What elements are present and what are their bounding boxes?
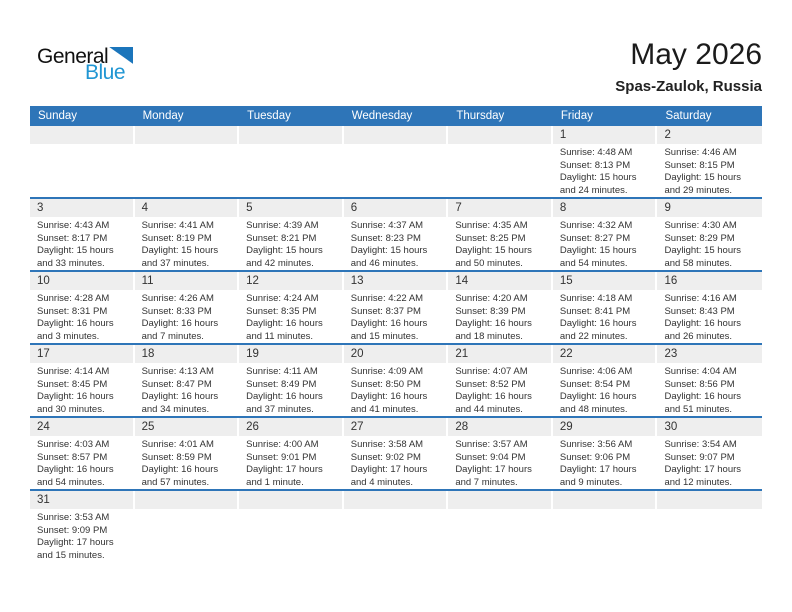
day-number-band [344, 126, 447, 144]
day-cell-29 [553, 418, 658, 489]
day-number-band [344, 418, 447, 436]
day-number: 17 [37, 348, 50, 360]
day-info [344, 436, 449, 489]
daylight-text: Daylight: 16 hours [664, 318, 742, 330]
daylight-minutes-text: and 7 minutes. [141, 330, 204, 342]
day-number-band [30, 491, 133, 509]
day-number-band [448, 491, 551, 509]
empty-day-cell [553, 491, 658, 564]
daylight-text: Daylight: 15 hours [664, 172, 742, 184]
empty-day-cell [448, 126, 553, 197]
daylight-text: Daylight: 17 hours [246, 464, 323, 476]
sunset-text: Sunset: 8:37 PM [350, 305, 421, 317]
daylight-minutes-text: and 7 minutes. [455, 476, 518, 488]
calendar-week-row [30, 272, 762, 345]
day-number: 23 [664, 348, 678, 360]
sunset-text: Sunset: 8:31 PM [37, 305, 108, 317]
day-info [30, 217, 135, 270]
sunset-text: Sunset: 8:45 PM [37, 378, 108, 390]
daylight-minutes-text: and 51 minutes. [664, 403, 733, 415]
sunrise-text: Sunrise: 4:01 AM [141, 439, 214, 450]
day-cell-12 [239, 272, 344, 343]
daylight-minutes-text: and 4 minutes. [350, 476, 414, 488]
sunrise-text: Sunrise: 3:57 AM [455, 439, 528, 450]
daylight-minutes-text: and 54 minutes. [559, 257, 628, 269]
sunset-text: Sunset: 9:07 PM [664, 451, 735, 463]
day-number: 11 [141, 275, 154, 287]
daylight-text: Daylight: 15 hours [246, 245, 323, 257]
empty-day-cell [239, 126, 344, 197]
day-info [30, 363, 135, 416]
day-info [448, 436, 553, 489]
empty-day-cell [135, 491, 240, 564]
daylight-minutes-text: and 58 minutes. [664, 257, 733, 269]
logo-text-blue: Blue [85, 61, 126, 84]
calendar-week-row [30, 126, 762, 199]
logo-text-general: General [37, 45, 109, 68]
day-number-band [135, 491, 238, 509]
daylight-text: Daylight: 17 hours [37, 537, 114, 549]
day-number-band [239, 418, 342, 436]
sunset-text: Sunset: 8:25 PM [455, 232, 526, 244]
daylight-text: Daylight: 16 hours [559, 391, 637, 403]
daylight-minutes-text: and 33 minutes. [37, 257, 105, 269]
sunset-text: Sunset: 8:57 PM [37, 451, 108, 463]
daylight-text: Daylight: 16 hours [350, 391, 428, 403]
day-number: 16 [664, 275, 678, 287]
day-info [553, 290, 658, 343]
daylight-minutes-text: and 48 minutes. [559, 403, 628, 415]
sunrise-text: Sunrise: 3:58 AM [350, 439, 424, 450]
calendar-grid [30, 126, 762, 564]
day-cell-6 [344, 199, 449, 270]
daylight-minutes-text: and 37 minutes. [246, 403, 314, 415]
day-number-band [553, 491, 656, 509]
daylight-minutes-text: and 1 minute. [246, 476, 304, 488]
sunrise-text: Sunrise: 4:20 AM [455, 293, 528, 304]
day-number-band [657, 345, 762, 363]
sunset-text: Sunset: 8:33 PM [141, 305, 212, 317]
daylight-minutes-text: and 50 minutes. [455, 257, 523, 269]
daylight-text: Daylight: 16 hours [350, 318, 428, 330]
day-number-band [657, 491, 762, 509]
day-cell-8 [553, 199, 658, 270]
day-info [135, 290, 240, 343]
day-number: 9 [664, 202, 671, 214]
weekday-header-thursday: Thursday [456, 110, 505, 122]
day-number-band [553, 272, 656, 290]
day-info [657, 217, 762, 270]
daylight-text: Daylight: 15 hours [664, 245, 742, 257]
day-info [657, 144, 762, 197]
daylight-text: Daylight: 17 hours [559, 464, 637, 476]
daylight-text: Daylight: 15 hours [141, 245, 219, 257]
day-number-band [344, 491, 447, 509]
day-cell-15 [553, 272, 658, 343]
empty-day-cell [135, 126, 240, 197]
day-cell-5 [239, 199, 344, 270]
sunrise-text: Sunrise: 3:56 AM [559, 439, 633, 450]
day-number-band [448, 418, 551, 436]
page-title: May 2026 [630, 38, 762, 71]
day-number: 12 [246, 275, 259, 287]
daylight-minutes-text: and 22 minutes. [559, 330, 628, 342]
day-number-band [553, 345, 656, 363]
sunrise-text: Sunrise: 4:39 AM [246, 220, 319, 231]
day-number: 21 [455, 348, 469, 360]
calendar-week-row [30, 345, 762, 418]
sunrise-text: Sunrise: 4:43 AM [37, 220, 110, 231]
day-info [344, 217, 449, 270]
day-cell-19 [239, 345, 344, 416]
daylight-minutes-text: and 44 minutes. [455, 403, 523, 415]
day-number: 4 [141, 202, 148, 214]
sunrise-text: Sunrise: 4:16 AM [664, 293, 737, 304]
weekday-header-tuesday: Tuesday [247, 110, 291, 122]
sunset-text: Sunset: 8:23 PM [350, 232, 421, 244]
sunrise-text: Sunrise: 4:26 AM [141, 293, 214, 304]
daylight-minutes-text: and 54 minutes. [37, 476, 105, 488]
sunrise-text: Sunrise: 4:24 AM [246, 293, 319, 304]
day-info [448, 217, 553, 270]
day-number: 24 [37, 421, 50, 433]
day-number-band [30, 126, 133, 144]
daylight-minutes-text: and 26 minutes. [664, 330, 733, 342]
daylight-text: Daylight: 15 hours [559, 172, 637, 184]
sunset-text: Sunset: 9:04 PM [455, 451, 526, 463]
day-info [448, 363, 553, 416]
day-number: 6 [350, 202, 358, 214]
weekday-header-wednesday: Wednesday [351, 110, 413, 122]
sunset-text: Sunset: 8:49 PM [246, 378, 317, 390]
empty-day-cell [657, 491, 762, 564]
day-number-band [344, 345, 447, 363]
empty-day-cell [344, 126, 449, 197]
day-number-band [30, 272, 133, 290]
day-cell-16 [657, 272, 762, 343]
daylight-minutes-text: and 41 minutes. [350, 403, 419, 415]
day-cell-23 [657, 345, 762, 416]
sunset-text: Sunset: 8:43 PM [664, 305, 735, 317]
day-info [553, 144, 658, 197]
day-number-band [135, 199, 238, 217]
weekday-header-sunday: Sunday [38, 110, 78, 122]
daylight-text: Daylight: 17 hours [350, 464, 428, 476]
day-info [239, 436, 344, 489]
sunrise-text: Sunrise: 4:11 AM [246, 366, 318, 377]
sunrise-text: Sunrise: 4:06 AM [559, 366, 633, 377]
daylight-text: Daylight: 16 hours [559, 318, 637, 330]
day-number: 19 [246, 348, 259, 360]
sunset-text: Sunset: 8:47 PM [141, 378, 212, 390]
day-number: 28 [455, 421, 469, 433]
day-cell-25 [135, 418, 240, 489]
daylight-minutes-text: and 34 minutes. [141, 403, 210, 415]
day-number: 1 [559, 129, 567, 141]
sunrise-text: Sunrise: 4:37 AM [350, 220, 424, 231]
day-cell-24 [30, 418, 135, 489]
day-number-band [239, 126, 342, 144]
daylight-text: Daylight: 16 hours [246, 318, 323, 330]
daylight-text: Daylight: 16 hours [141, 464, 219, 476]
sunset-text: Sunset: 8:17 PM [37, 232, 108, 244]
sunrise-text: Sunrise: 4:41 AM [141, 220, 214, 231]
sunrise-text: Sunrise: 4:46 AM [664, 147, 737, 158]
day-number-band [657, 272, 762, 290]
sunset-text: Sunset: 9:01 PM [246, 451, 317, 463]
day-number: 25 [141, 421, 155, 433]
day-cell-3 [30, 199, 135, 270]
empty-day-cell [239, 491, 344, 564]
sunset-text: Sunset: 8:50 PM [350, 378, 421, 390]
day-number: 31 [37, 494, 50, 506]
day-number: 8 [559, 202, 567, 214]
sunset-text: Sunset: 8:41 PM [559, 305, 631, 317]
day-number-band [657, 418, 762, 436]
sunrise-text: Sunrise: 4:13 AM [141, 366, 214, 377]
day-number: 13 [350, 275, 364, 287]
day-cell-27 [344, 418, 449, 489]
daylight-text: Daylight: 16 hours [664, 391, 742, 403]
general-blue-logo [37, 46, 133, 83]
day-info [135, 363, 240, 416]
day-number-band [553, 126, 656, 144]
day-info [239, 363, 344, 416]
day-number-band [448, 345, 551, 363]
day-cell-1 [553, 126, 658, 197]
day-number: 2 [664, 129, 671, 141]
sunrise-text: Sunrise: 4:28 AM [37, 293, 110, 304]
day-info [135, 217, 240, 270]
day-info [553, 436, 658, 489]
weekday-header-friday: Friday [560, 110, 593, 122]
daylight-text: Daylight: 16 hours [455, 391, 532, 403]
day-number: 27 [350, 421, 364, 433]
sunrise-text: Sunrise: 4:03 AM [37, 439, 110, 450]
sunset-text: Sunset: 8:29 PM [664, 232, 735, 244]
day-cell-14 [448, 272, 553, 343]
day-number: 3 [37, 202, 44, 214]
daylight-minutes-text: and 15 minutes. [350, 330, 419, 342]
weekday-header-monday: Monday [142, 110, 184, 122]
day-cell-20 [344, 345, 449, 416]
day-number-band [135, 272, 238, 290]
day-info [657, 290, 762, 343]
daylight-minutes-text: and 37 minutes. [141, 257, 210, 269]
sunset-text: Sunset: 8:39 PM [455, 305, 526, 317]
sunset-text: Sunset: 8:21 PM [246, 232, 317, 244]
sunset-text: Sunset: 9:02 PM [350, 451, 421, 463]
sunrise-text: Sunrise: 4:22 AM [350, 293, 424, 304]
day-info [553, 217, 658, 270]
sunset-text: Sunset: 8:19 PM [141, 232, 212, 244]
day-cell-18 [135, 345, 240, 416]
sunset-text: Sunset: 8:56 PM [664, 378, 735, 390]
day-number: 29 [559, 421, 573, 433]
daylight-text: Daylight: 17 hours [664, 464, 742, 476]
day-info [30, 436, 135, 489]
day-info [448, 290, 553, 343]
day-cell-13 [344, 272, 449, 343]
weekday-header-saturday: Saturday [665, 110, 712, 122]
sunset-text: Sunset: 8:35 PM [246, 305, 317, 317]
day-number-band [448, 126, 551, 144]
day-number: 7 [455, 202, 462, 214]
day-number-band [553, 199, 656, 217]
day-cell-9 [657, 199, 762, 270]
day-cell-22 [553, 345, 658, 416]
calendar-week-row [30, 418, 762, 491]
calendar-week-row [30, 199, 762, 272]
day-info [553, 363, 658, 416]
sunrise-text: Sunrise: 4:35 AM [455, 220, 528, 231]
day-cell-28 [448, 418, 553, 489]
day-cell-2 [657, 126, 762, 197]
daylight-text: Daylight: 16 hours [37, 318, 114, 330]
day-number-band [239, 199, 342, 217]
day-number: 15 [559, 275, 573, 287]
daylight-minutes-text: and 57 minutes. [141, 476, 210, 488]
daylight-text: Daylight: 16 hours [141, 391, 219, 403]
sunrise-text: Sunrise: 4:00 AM [246, 439, 319, 450]
empty-day-cell [30, 126, 135, 197]
daylight-text: Daylight: 17 hours [455, 464, 532, 476]
sunset-text: Sunset: 9:09 PM [37, 524, 108, 536]
calendar-table [30, 106, 762, 564]
day-cell-11 [135, 272, 240, 343]
day-number-band [30, 199, 133, 217]
sunrise-text: Sunrise: 4:32 AM [559, 220, 633, 231]
daylight-text: Daylight: 16 hours [246, 391, 323, 403]
daylight-minutes-text: and 30 minutes. [37, 403, 105, 415]
sunset-text: Sunset: 8:13 PM [559, 159, 631, 171]
daylight-minutes-text: and 46 minutes. [350, 257, 419, 269]
day-number: 5 [246, 202, 253, 214]
day-cell-26 [239, 418, 344, 489]
day-number: 10 [37, 275, 50, 287]
day-cell-4 [135, 199, 240, 270]
sunset-text: Sunset: 8:54 PM [559, 378, 631, 390]
daylight-minutes-text: and 15 minutes. [37, 549, 105, 561]
empty-day-cell [344, 491, 449, 564]
day-number: 18 [141, 348, 155, 360]
day-number-band [657, 126, 762, 144]
day-number-band [135, 418, 238, 436]
sunset-text: Sunset: 8:59 PM [141, 451, 212, 463]
day-info [30, 509, 135, 562]
sunrise-text: Sunrise: 4:04 AM [664, 366, 737, 377]
calendar-week-row [30, 491, 762, 564]
daylight-text: Daylight: 15 hours [455, 245, 532, 257]
daylight-text: Daylight: 16 hours [37, 391, 114, 403]
day-info [657, 436, 762, 489]
sunset-text: Sunset: 8:27 PM [559, 232, 631, 244]
daylight-minutes-text: and 9 minutes. [559, 476, 623, 488]
daylight-text: Daylight: 15 hours [37, 245, 114, 257]
sunrise-text: Sunrise: 4:18 AM [559, 293, 633, 304]
day-number-band [239, 345, 342, 363]
daylight-minutes-text: and 12 minutes. [664, 476, 733, 488]
day-number: 26 [246, 421, 259, 433]
day-cell-10 [30, 272, 135, 343]
sunset-text: Sunset: 9:06 PM [559, 451, 631, 463]
day-info [239, 217, 344, 270]
day-number-band [344, 199, 447, 217]
day-info [239, 290, 344, 343]
sunset-text: Sunset: 8:15 PM [664, 159, 735, 171]
sunrise-text: Sunrise: 4:14 AM [37, 366, 110, 377]
day-number-band [30, 418, 133, 436]
day-info [344, 290, 449, 343]
weekday-header-row [30, 106, 762, 126]
daylight-minutes-text: and 29 minutes. [664, 184, 733, 196]
day-number-band [30, 345, 133, 363]
day-number-band [657, 199, 762, 217]
day-cell-17 [30, 345, 135, 416]
daylight-text: Daylight: 16 hours [37, 464, 114, 476]
day-number-band [448, 199, 551, 217]
daylight-text: Daylight: 15 hours [559, 245, 637, 257]
day-cell-30 [657, 418, 762, 489]
day-info [344, 363, 449, 416]
daylight-minutes-text: and 42 minutes. [246, 257, 314, 269]
daylight-text: Daylight: 16 hours [141, 318, 219, 330]
daylight-text: Daylight: 15 hours [350, 245, 428, 257]
day-number-band [135, 345, 238, 363]
daylight-minutes-text: and 18 minutes. [455, 330, 523, 342]
daylight-minutes-text: and 11 minutes. [246, 330, 314, 342]
day-cell-31 [30, 491, 135, 564]
day-number: 20 [350, 348, 364, 360]
day-number-band [135, 126, 238, 144]
day-number: 14 [455, 275, 469, 287]
day-number-band [448, 272, 551, 290]
day-info [30, 290, 135, 343]
daylight-minutes-text: and 24 minutes. [559, 184, 628, 196]
day-number: 30 [664, 421, 678, 433]
sunrise-text: Sunrise: 4:48 AM [559, 147, 633, 158]
sunrise-text: Sunrise: 4:09 AM [350, 366, 424, 377]
sunrise-text: Sunrise: 3:53 AM [37, 512, 110, 523]
daylight-text: Daylight: 16 hours [455, 318, 532, 330]
day-cell-21 [448, 345, 553, 416]
day-info [657, 363, 762, 416]
day-number-band [239, 491, 342, 509]
day-number-band [344, 272, 447, 290]
sunrise-text: Sunrise: 3:54 AM [664, 439, 737, 450]
day-number-band [553, 418, 656, 436]
daylight-minutes-text: and 3 minutes. [37, 330, 100, 342]
sunrise-text: Sunrise: 4:30 AM [664, 220, 737, 231]
day-number: 22 [559, 348, 573, 360]
location-subtitle: Spas-Zaulok, Russia [615, 78, 762, 95]
day-info [135, 436, 240, 489]
day-cell-7 [448, 199, 553, 270]
empty-day-cell [448, 491, 553, 564]
sunset-text: Sunset: 8:52 PM [455, 378, 526, 390]
day-number-band [239, 272, 342, 290]
sunrise-text: Sunrise: 4:07 AM [455, 366, 528, 377]
